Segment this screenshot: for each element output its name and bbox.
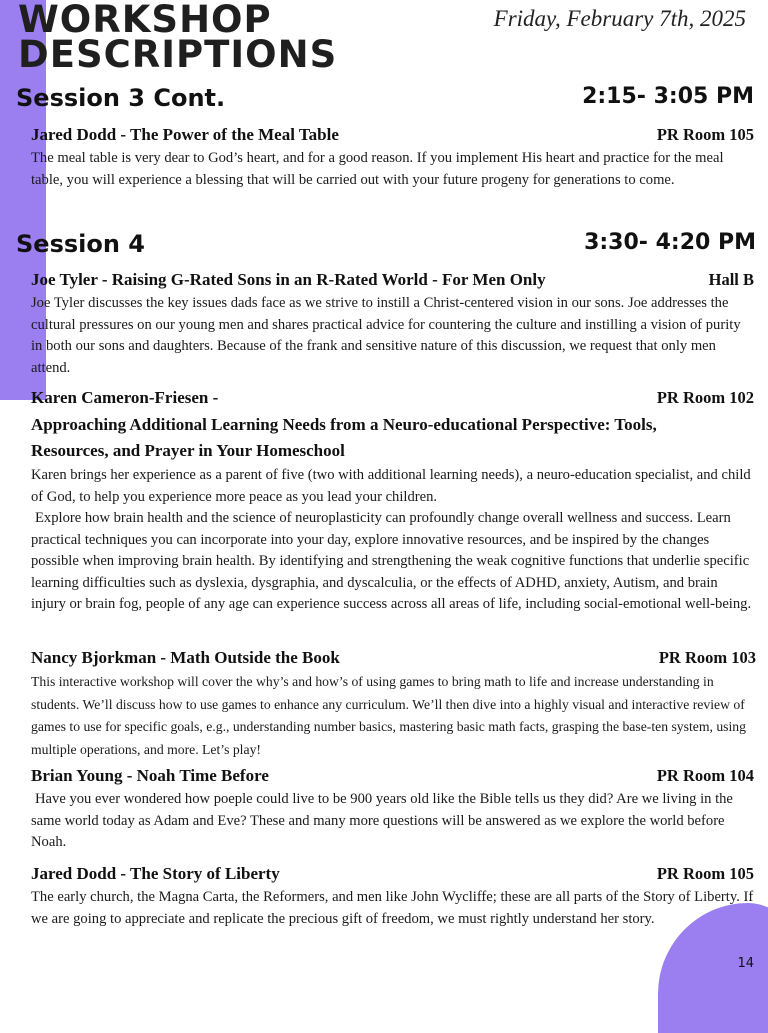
session-4-time: 3:30- 4:20 PM xyxy=(584,230,756,255)
workshop-description-text: This interactive workshop will cover the why’s and how’s of using games to bring math to life and increase understanding in students. We’ll discuss how to use games to enhance any curriculum. We’ll then dive into a highly visual and interactive review of games to use for specific goals, e.g., understanding number basics, mastering basic math facts, grasping the base-ten system, using multiple operations, and more. Let’s play! xyxy=(31,674,746,757)
workshop-noah-time-before xyxy=(31,764,754,854)
session-4-name: Session 4 xyxy=(16,230,145,258)
workshop-header xyxy=(31,123,754,147)
workshop-title: Brian Young - Noah Time Before xyxy=(31,766,269,785)
workshop-title: Karen Cameron-Friesen - xyxy=(31,388,219,407)
session-3-time: 2:15- 3:05 PM xyxy=(582,84,754,109)
workshop-story-of-liberty xyxy=(31,862,754,930)
workshop-header xyxy=(31,268,754,292)
page-title-line1: WORKSHOP xyxy=(18,0,272,41)
workshop-learning-needs xyxy=(31,386,754,616)
workshop-header xyxy=(31,764,754,788)
workshop-title: Jared Dodd - The Power of the Meal Table xyxy=(31,125,339,144)
workshop-header xyxy=(31,862,754,886)
page-number: 14 xyxy=(737,956,754,971)
session-3-name: Session 3 Cont. xyxy=(16,84,226,112)
workshop-description-text: Joe Tyler discusses the key issues dads face as we strive to instill a Christ-centered vision in our sons. Joe addresses the cultural pressures on our young men and shares practical advice for countering the culture and instilling a vision of purity in both our sons and daughters. Because of the frank and sensitive nature of this discussion, we request that only men attend. xyxy=(31,295,741,376)
workshop-room: PR Room 104 xyxy=(656,766,754,785)
workshop-title: Joe Tyler - Raising G-Rated Sons in an R-Rated World - For Men Only xyxy=(31,270,546,289)
workshop-g-rated-sons xyxy=(31,268,754,379)
page-title-line2: DESCRIPTIONS xyxy=(18,33,338,76)
session-3-header xyxy=(16,84,754,116)
workshop-description xyxy=(31,465,754,616)
workshop-description xyxy=(31,293,754,379)
workshop-header xyxy=(31,386,754,410)
workshop-room: PR Room 102 xyxy=(656,388,754,407)
workshop-header xyxy=(31,646,754,670)
workshop-room: PR Room 105 xyxy=(656,125,754,144)
workshop-title: Jared Dodd - The Story of Liberty xyxy=(31,864,280,883)
workshop-description-text: Explore how brain health and the science of neuroplasticity can profoundly change overall wellness and success. Learn practical techniques you can incorporate into your day, explore innovative resources, and be inspired by the changes possible when improving brain health. By identifying and strengthening the weak cognitive functions that underlie specific learning difficulties such as dyslexia, dysgraphia, and dyscalculia, or the effects of ADHD, anxiety, Autism, and brain injury or brain fog, people of any age can experience success across all areas of life, including social-emotional well-being. xyxy=(31,510,752,612)
workshop-subtitle: Approaching Additional Learning Needs from a Neuro-educational Perspective: Tools, Resources, and Prayer in Your Homeschool xyxy=(31,415,657,460)
page-title xyxy=(18,0,338,76)
workshop-math-outside-book xyxy=(31,646,754,761)
workshop-room: PR Room 105 xyxy=(656,864,754,883)
workshop-title: Nancy Bjorkman - Math Outside the Book xyxy=(31,648,340,667)
workshop-description-text: The early church, the Magna Carta, the Reformers, and men like John Wycliffe; these are all parts of the Story of Liberty. If we are going to appreciate and replicate the precious gift of freedom, we must rightly understand her story. xyxy=(31,889,754,927)
workshop-description xyxy=(31,789,754,854)
page-date: Friday, February 7th, 2025 xyxy=(493,6,746,31)
workshop-room: Hall B xyxy=(708,270,754,289)
workshop-description xyxy=(31,671,754,761)
workshop-description-text: Have you ever wondered how poeple could live to be 900 years old like the Bible tells us they did? Are we living in the same world today as Adam and Eve? These and many more questions will be answered as we explore the world before Noah. xyxy=(31,791,733,850)
workshop-meal-table xyxy=(31,123,754,191)
workshop-description-text: Karen brings her experience as a parent of five (two with additional learning needs), a neuro-education specialist, and child of God, to help you experience more peace as you lead your children. xyxy=(31,467,751,505)
workshop-description-text: The meal table is very dear to God’s heart, and for a good reason. If you implement His heart and practice for the meal table, you will experience a blessing that will be carried out with your future progeny for generations to come. xyxy=(31,150,724,188)
workshop-description xyxy=(31,148,754,191)
workshop-description xyxy=(31,887,754,930)
session-4-header xyxy=(16,230,754,262)
workshop-room: PR Room 103 xyxy=(658,648,756,667)
